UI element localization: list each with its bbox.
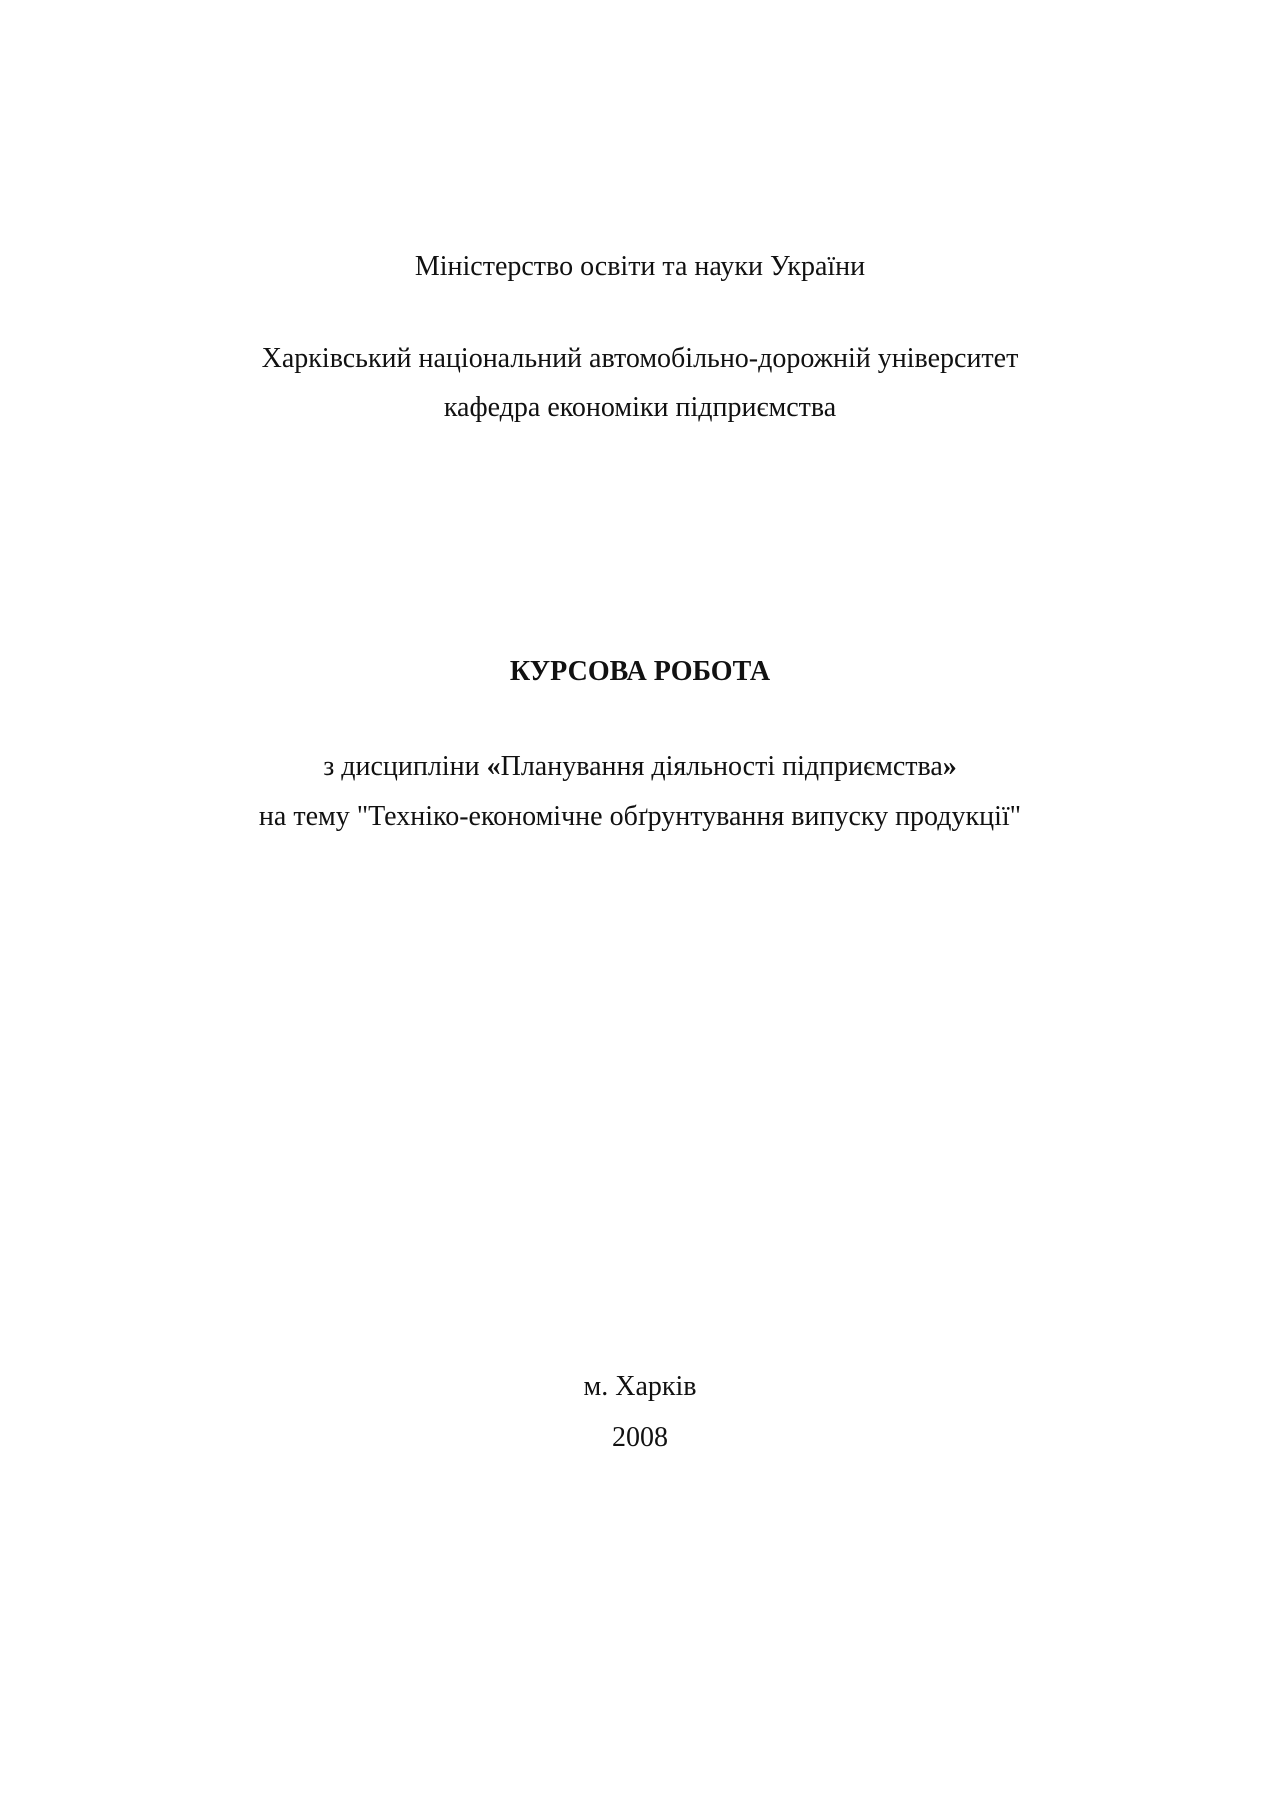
discipline-name: Планування діяльності підприємства bbox=[500, 751, 943, 782]
university-name: Харківський національний автомобільно-дорожній університет bbox=[261, 343, 1019, 374]
city-name: м. Харків bbox=[583, 1371, 697, 1402]
topic-line: на тему "Техніко-економічне обґрунтування випуску продукції" bbox=[258, 801, 1022, 832]
discipline-line bbox=[0, 750, 1280, 784]
ministry-name: Міністерство освіти та науки України bbox=[414, 251, 866, 282]
discipline-close-quote: » bbox=[942, 751, 957, 782]
department-name: кафедра економіки підприємства bbox=[443, 392, 837, 423]
discipline-prefix: з дисципліни bbox=[323, 751, 487, 782]
discipline-open-quote: « bbox=[486, 751, 501, 782]
year: 2008 bbox=[612, 1422, 668, 1453]
work-type-heading: КУРСОВА РОБОТА bbox=[509, 656, 771, 687]
